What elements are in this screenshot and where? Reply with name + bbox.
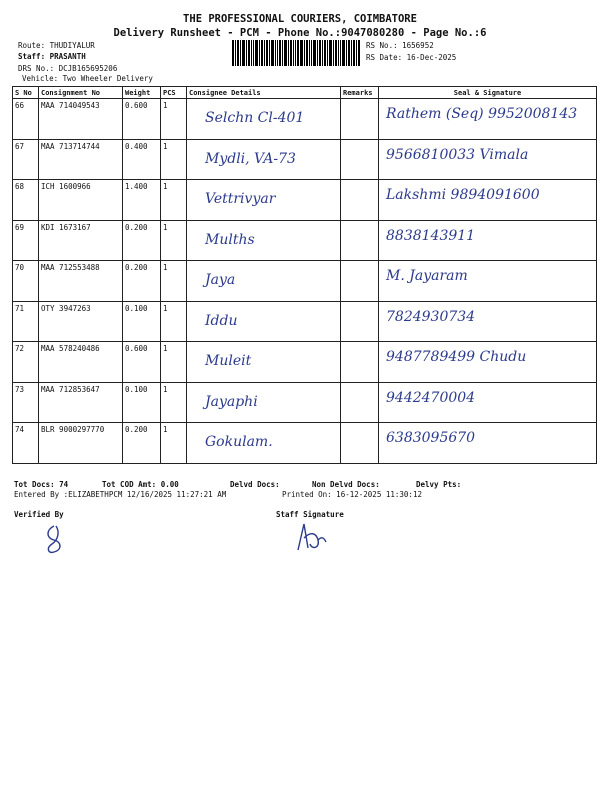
pcs-cell: 1 — [161, 180, 187, 221]
rs-date: RS Date: 16-Dec-2025 — [366, 53, 457, 62]
verifier-signature-icon — [40, 522, 70, 556]
consignment-cell: MAA 714049543 — [39, 99, 123, 140]
staff-signature-icon — [290, 518, 330, 558]
sno-cell: 68 — [13, 180, 39, 221]
company-title: THE PROFESSIONAL COURIERS, COIMBATORE — [183, 13, 417, 25]
seal-handwriting: 9487789499 Chudu — [386, 349, 527, 365]
pcs-cell: 1 — [161, 301, 187, 342]
consignee-handwriting: Iddu — [205, 312, 238, 329]
consignment-cell: OTY 3947263 — [39, 301, 123, 342]
consignment-cell: MAA 578240486 — [39, 342, 123, 383]
drs-number: DRS No.: DCJB165695206 — [18, 64, 118, 73]
col-seal: Seal & Signature — [379, 87, 597, 99]
tot-cod-amount: Tot COD Amt: 0.00 — [102, 480, 179, 489]
staff-label: Staff: PRASANTH — [18, 52, 86, 61]
consignment-cell: MAA 712853647 — [39, 382, 123, 423]
seal-handwriting: M. Jayaram — [386, 268, 468, 284]
entered-by: Entered By :ELIZABETHPCM 12/16/2025 11:27:21 AM — [14, 490, 227, 499]
consignee-handwriting: Jaya — [205, 272, 236, 288]
pcs-cell: 1 — [161, 261, 187, 302]
consignee-handwriting: Mydli, VA-73 — [205, 150, 296, 167]
vehicle-label: Vehicle: Two Wheeler Delivery — [22, 74, 153, 83]
consignment-cell: BLR 9000297770 — [39, 423, 123, 464]
remarks-cell — [341, 382, 379, 423]
consignment-cell: ICH 1600966 — [39, 180, 123, 221]
table-row — [13, 423, 597, 464]
sno-cell: 70 — [13, 261, 39, 302]
col-pcs: PCS — [161, 87, 187, 99]
sno-cell: 71 — [13, 301, 39, 342]
verified-by-label: Verified By — [14, 510, 64, 519]
weight-cell: 0.600 — [123, 99, 161, 140]
weight-cell: 0.400 — [123, 139, 161, 180]
remarks-cell — [341, 220, 379, 261]
pcs-cell: 1 — [161, 382, 187, 423]
sno-cell: 74 — [13, 423, 39, 464]
weight-cell: 0.200 — [123, 423, 161, 464]
remarks-cell — [341, 423, 379, 464]
runsheet-subtitle: Delivery Runsheet - PCM - Phone No.:9047080280 - Page No.:6 — [113, 27, 487, 39]
pcs-cell: 1 — [161, 99, 187, 140]
remarks-cell — [341, 342, 379, 383]
route-label: Route: THUDIYALUR — [18, 41, 95, 50]
pcs-cell: 1 — [161, 342, 187, 383]
delivery-table — [12, 86, 597, 464]
table-row — [13, 382, 597, 423]
consignee-handwriting: Vettrivyar — [205, 191, 276, 207]
consignee-handwriting: Jayaphi — [205, 393, 258, 410]
sno-cell: 72 — [13, 342, 39, 383]
seal-handwriting: 9442470004 — [386, 389, 476, 406]
col-consignment: Consignment No — [39, 87, 123, 99]
remarks-cell — [341, 99, 379, 140]
col-remarks: Remarks — [341, 87, 379, 99]
seal-handwriting: 6383095670 — [386, 430, 476, 446]
consignee-handwriting: Muleit — [205, 353, 252, 369]
remarks-cell — [341, 301, 379, 342]
sno-cell: 69 — [13, 220, 39, 261]
table-row — [13, 261, 597, 302]
consignment-cell: MAA 712553488 — [39, 261, 123, 302]
delvy-pts: Delvy Pts: — [416, 480, 462, 489]
weight-cell: 0.100 — [123, 382, 161, 423]
seal-handwriting: 7824930734 — [386, 308, 476, 325]
consignee-handwriting: Selchn Cl-401 — [205, 110, 305, 126]
weight-cell: 0.200 — [123, 261, 161, 302]
table-row — [13, 301, 597, 342]
col-sno: S No — [13, 87, 39, 99]
consignment-cell: MAA 713714744 — [39, 139, 123, 180]
sno-cell: 67 — [13, 139, 39, 180]
pcs-cell: 1 — [161, 220, 187, 261]
col-weight: Weight — [123, 87, 161, 99]
tot-docs: Tot Docs: 74 — [14, 480, 69, 489]
remarks-cell — [341, 139, 379, 180]
seal-handwriting: Rathem (Seq) 9952008143 — [386, 106, 578, 122]
printed-on: Printed On: 16-12-2025 11:30:12 — [282, 490, 422, 499]
pcs-cell: 1 — [161, 423, 187, 464]
table-header-row — [13, 87, 597, 99]
staff-signature-label: Staff Signature — [276, 510, 344, 519]
table-row — [13, 220, 597, 261]
remarks-cell — [341, 261, 379, 302]
non-delvd-docs: Non Delvd Docs: — [312, 480, 380, 489]
seal-handwriting: 8838143911 — [386, 227, 476, 244]
sno-cell: 73 — [13, 382, 39, 423]
consignee-handwriting: Gokulam. — [205, 434, 273, 450]
delvd-docs: Delvd Docs: — [230, 480, 280, 489]
seal-handwriting: 9566810033 Vimala — [386, 146, 529, 163]
remarks-cell — [341, 180, 379, 221]
rs-number: RS No.: 1656952 — [366, 41, 434, 50]
weight-cell: 0.200 — [123, 220, 161, 261]
consignee-handwriting: Mulths — [205, 231, 255, 248]
weight-cell: 1.400 — [123, 180, 161, 221]
pcs-cell: 1 — [161, 139, 187, 180]
col-consignee: Consignee Details — [187, 87, 341, 99]
weight-cell: 0.600 — [123, 342, 161, 383]
barcode-icon — [232, 40, 360, 66]
weight-cell: 0.100 — [123, 301, 161, 342]
sno-cell: 66 — [13, 99, 39, 140]
seal-handwriting: Lakshmi 9894091600 — [386, 187, 540, 203]
consignment-cell: KDI 1673167 — [39, 220, 123, 261]
